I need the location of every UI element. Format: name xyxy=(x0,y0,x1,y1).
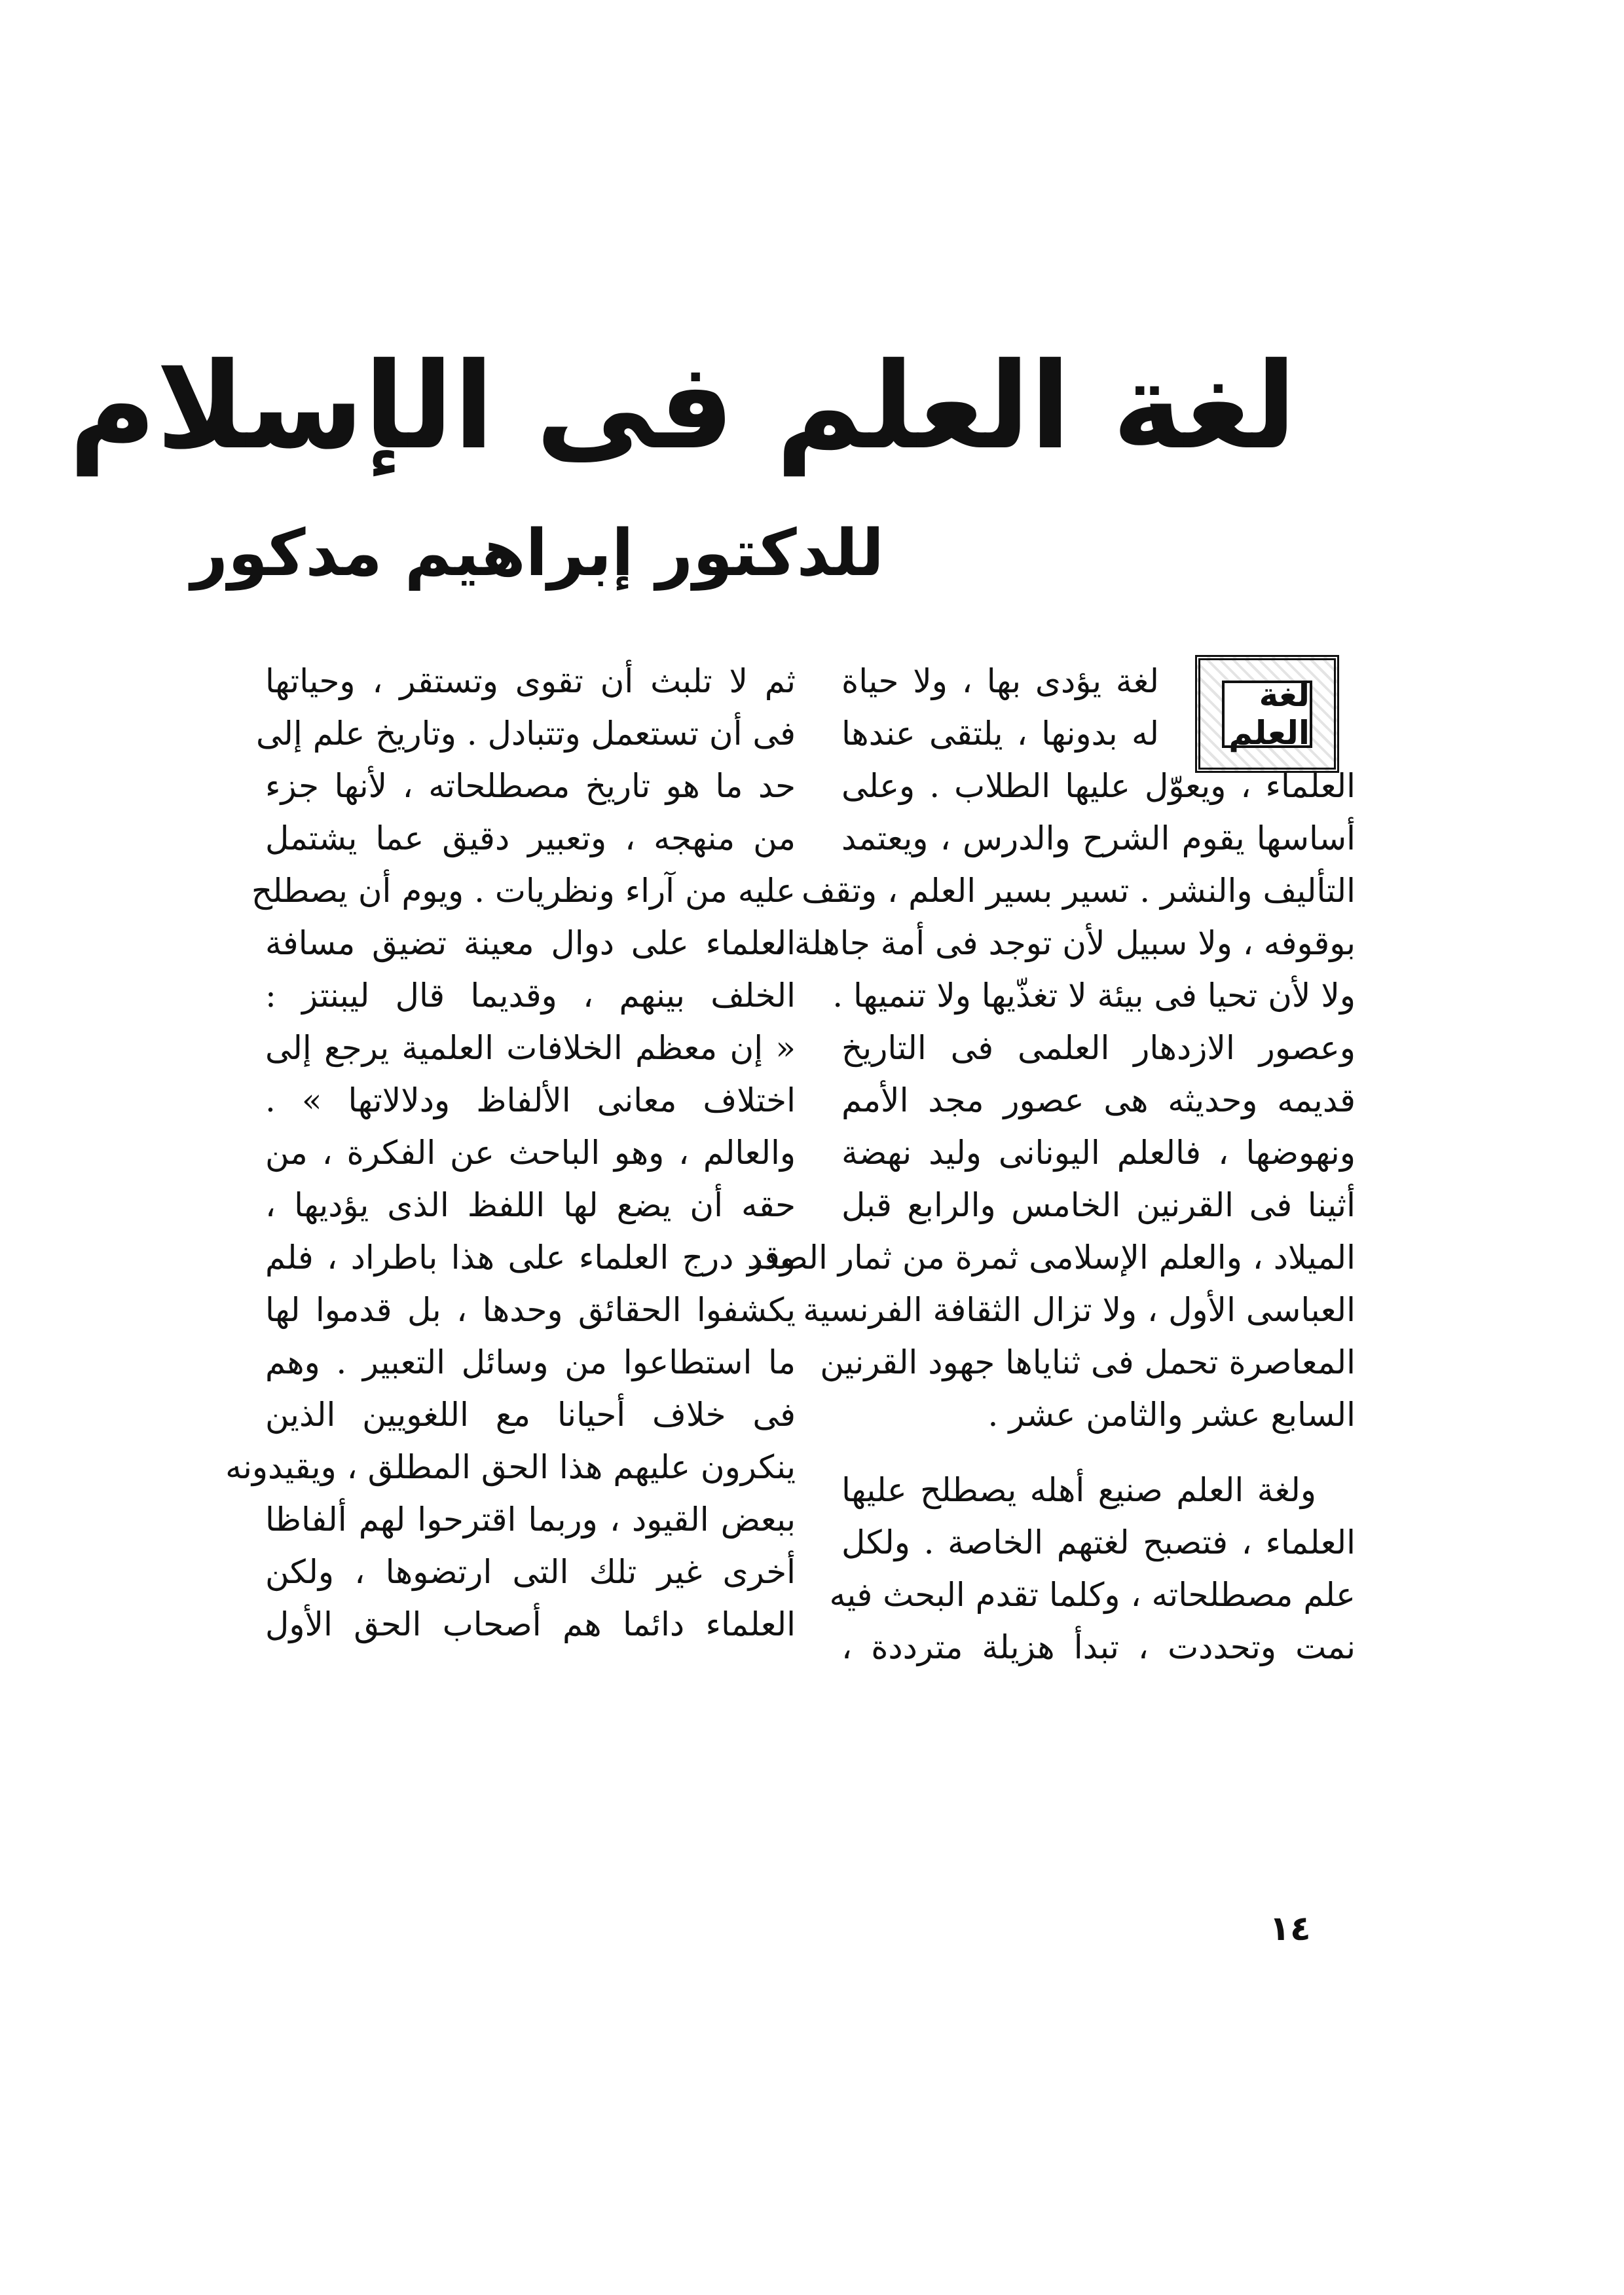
text-line: له بدونها ، يلتقى عندها xyxy=(841,715,1159,753)
text-line: ولا لأن تحيا فى بيئة لا تغذّيها ولا تنميها . xyxy=(832,977,1356,1015)
text-line: قديمه وحديثه هى عصور مجد الأمم xyxy=(841,1081,1356,1119)
text-line: العباسى الأول ، ولا تزال الثقافة الفرنسية xyxy=(803,1291,1356,1329)
text-line: ينكرون عليهم هذا الحق المطلق ، ويقيدونه xyxy=(225,1448,796,1486)
text-line: لغة يؤدى بها ، ولا حياة xyxy=(841,662,1159,700)
ornament-label: لغة العلم xyxy=(1222,681,1312,748)
text-line: العلماء دائما هم أصحاب الحق الأول xyxy=(265,1605,796,1643)
text-line: فى أن تستعمل وتتبادل . وتاريخ علم إلى xyxy=(256,715,796,753)
text-line: العلماء على دوال معينة تضيق مسافة xyxy=(265,924,796,962)
text-line: نمت وتحددت ، تبدأ هزيلة مترددة ، xyxy=(841,1628,1356,1666)
text-line: أثينا فى القرنين الخامس والرابع قبل xyxy=(841,1186,1356,1224)
text-line: المعاصرة تحمل فى ثناياها جهود القرنين xyxy=(820,1343,1356,1381)
text-line: يكشفوا الحقائق وحدها ، بل قدموا لها xyxy=(265,1291,796,1329)
left-column xyxy=(225,655,796,1651)
text-line: حقه أن يضع لها اللفظ الذى يؤديها ، xyxy=(265,1186,796,1224)
text-line: السابع عشر والثامن عشر . xyxy=(987,1396,1356,1434)
text-line: بوقوفه ، ولا سبيل لأن توجد فى أمة جاهلة ، xyxy=(773,924,1356,962)
text-line: والعالم ، وهو الباحث عن الفكرة ، من xyxy=(265,1134,796,1172)
text-line: وعصور الازدهار العلمى فى التاريخ xyxy=(841,1029,1356,1067)
text-line: الميلاد ، والعلم الإسلامى ثمرة من ثمار الصدر xyxy=(747,1239,1356,1277)
text-line: العلماء ، فتصبح لغتهم الخاصة . ولكل xyxy=(841,1523,1356,1561)
text-line: التأليف والنشر . تسير بسير العلم ، وتقف xyxy=(802,872,1356,910)
text-line: وقد درج العلماء على هذا باطراد ، فلم xyxy=(265,1239,796,1277)
text-line: عليه من آراء ونظريات . ويوم أن يصطلح xyxy=(251,872,796,910)
text-line: العلماء ، ويعوّل عليها الطلاب . وعلى xyxy=(841,767,1356,805)
right-column xyxy=(747,655,1356,1673)
text-line: ما استطاعوا من وسائل التعبير . وهم xyxy=(265,1343,796,1381)
quote-line: « إن معظم الخلافات العلمية يرجع إلى xyxy=(265,1029,796,1067)
article-title: لغة العلم فى الإسلام xyxy=(69,337,1297,476)
text-line: الخلف بينهم ، وقديما قال ليبنتز : xyxy=(265,977,796,1015)
text-line: ببعض القيود ، وربما اقترحوا لهم ألفاظا xyxy=(265,1501,796,1539)
text-line: ولغة العلم صنيع أهله يصطلح عليها xyxy=(841,1471,1316,1509)
text-line: فى خلاف أحيانا مع اللغويين الذين xyxy=(265,1396,796,1434)
text-line: أساسها يقوم الشرح والدرس ، ويعتمد xyxy=(841,819,1356,857)
text-line: حد ما هو تاريخ مصطلحاته ، لأنها جزء xyxy=(265,767,796,805)
text-line: من منهجه ، وتعبير دقيق عما يشتمل xyxy=(265,819,796,857)
text-line: علم مصطلحاته ، وكلما تقدم البحث فيه xyxy=(829,1576,1356,1614)
text-line: ونهوضها ، فالعلم اليونانى وليد نهضة xyxy=(841,1134,1356,1172)
quote-line: اختلاف معانى الألفاظ ودلالاتها » . xyxy=(265,1081,796,1119)
text-line: ثم لا تلبث أن تقوى وتستقر ، وحياتها xyxy=(265,662,796,700)
author-byline: للدكتور إبراهيم مدكور xyxy=(191,516,884,591)
text-line: أخرى غير تلك التى ارتضوها ، ولكن xyxy=(265,1553,796,1591)
page-number: ١٤ xyxy=(1269,1909,1311,1949)
